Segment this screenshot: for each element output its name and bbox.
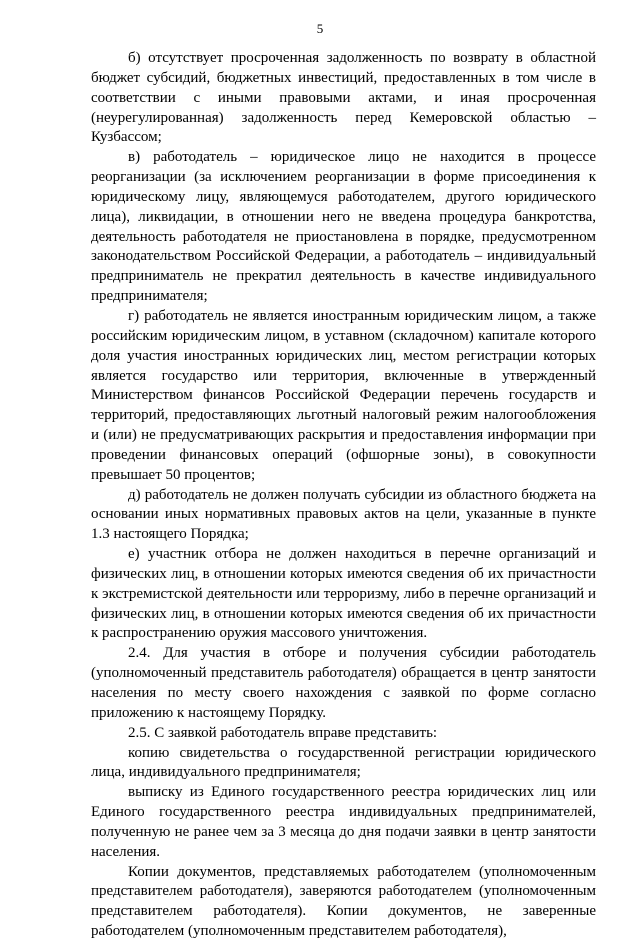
paragraph-2-5: 2.5. С заявкой работодатель вправе представить: — [128, 724, 438, 741]
paragraph-registry-extract: выписку из Единого государственного реестра юридических лиц или Единого государственного реестра индивидуальных предпринимателей, полученную не ранее чем за 3 месяца до дня подачи заявки в центр занятости населения. — [91, 784, 596, 860]
paragraph-copies: Копии документов, представляемых работодателем (уполномоченным представителем работодателя), заверяются работодателем (уполномоченным представителем работодателя). Копии документов, не заверенные работодателем (уполномоченным представителем работодателя), — [91, 863, 596, 940]
paragraph-e: е) участник отбора не должен находиться в перечне организаций и физических лиц, в отношении которых имеются сведения об их причастности к экстремистской деятельности или терроризму, либо в перечне организаций и физических лиц, в отношении которых имеются сведения об их причастности к распространению оружия массового уничтожения. — [91, 546, 596, 642]
paragraph-b: б) отсутствует просроченная задолженность по возврату в областной бюджет субсидий, бюджетных инвестиций, предоставленных в том числе в соответствии с иными правовыми актами, и иная просроченная (неурегулированная) задолженность перед Кемеровской областью – Кузбассом; — [91, 50, 596, 146]
paragraph-g: г) работодатель не является иностранным юридическим лицом, а также российским юридическим лицом, в уставном (складочном) капитале которого доля участия иностранных юридических лиц, местом регистрации которых является государство или территория, включенные в утвержденный Министерством финансов Российской Федерации перечень государств и территорий, предоставляющих льготный налоговый режим налогообложения и (или) не предусматривающих раскрытия и предоставления информации при проведении финансовых операций (офшорные зоны), в совокупности превышает 50 процентов; — [91, 307, 596, 483]
paragraph-d: д) работодатель не должен получать субсидии из областного бюджета на основании иных нормативных правовых актов на цели, указанные в пункте 1.3 настоящего Порядка; — [91, 486, 596, 543]
paragraph-v: в) работодатель – юридическое лицо не находится в процессе реорганизации (за исключением реорганизации в форме присоединения к юридическому лицу, являющемуся работодателем, другого юридического лица), ликвидации, в отношении него не введена процедура банкротства, деятельность работодателя не приостановлена в порядке, предусмотренном законодательством Российской Федерации, а работодатель – индивидуальный предприниматель не прекратил деятельность в качестве индивидуального предпринимателя; — [91, 149, 596, 305]
paragraph-copy-certificate: копию свидетельства о государственной регистрации юридического лица, индивидуального предпринимателя; — [91, 744, 596, 781]
paragraph-2-4: 2.4. Для участия в отборе и получения субсидии работодатель (уполномоченный представитель работодателя) обращается в центр занятости населения по месту своего нахождения с заявкой по форме согласно приложению к настоящему Порядку. — [91, 645, 596, 721]
page-number: 5 — [316, 21, 324, 36]
body-text — [91, 49, 596, 942]
